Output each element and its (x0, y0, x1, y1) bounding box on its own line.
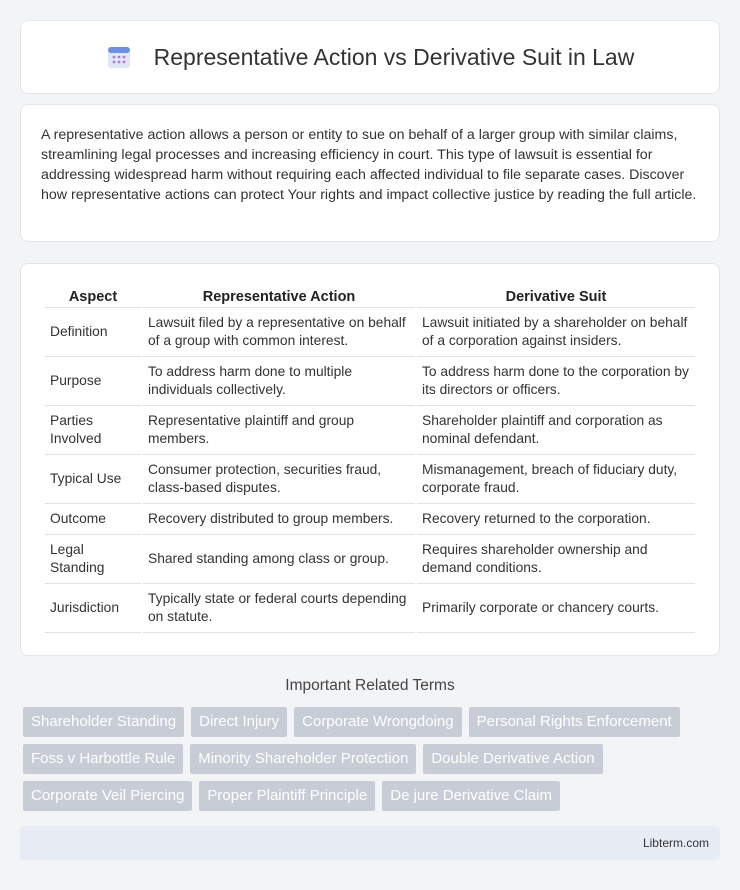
calendar-icon (106, 44, 132, 70)
table-row (45, 455, 695, 504)
related-term-tag[interactable]: Personal Rights Enforcement (469, 707, 680, 737)
table-cell: Parties Involved (45, 406, 141, 455)
table-row (45, 357, 695, 406)
related-terms-title: Important Related Terms (285, 677, 455, 694)
header-card (20, 20, 720, 94)
column-header-aspect: Aspect (45, 286, 141, 308)
related-term-tag[interactable]: Proper Plaintiff Principle (199, 781, 375, 811)
table-cell: Jurisdiction (45, 584, 141, 633)
table-cell: Definition (45, 308, 141, 357)
comparison-table-card (20, 263, 720, 656)
table-row (45, 535, 695, 584)
related-term-tag[interactable]: Direct Injury (191, 707, 287, 737)
table-cell: To address harm done to multiple individuals collectively. (143, 357, 415, 406)
table-cell: Typically state or federal courts depending on statute. (143, 584, 415, 633)
table-row (45, 308, 695, 357)
table-cell: Consumer protection, securities fraud, class-based disputes. (143, 455, 415, 504)
table-cell: Mismanagement, breach of fiduciary duty, corporate fraud. (417, 455, 695, 504)
table-cell: Lawsuit initiated by a shareholder on behalf of a corporation against insiders. (417, 308, 695, 357)
page-title: Representative Action vs Derivative Suit in Law (153, 43, 635, 70)
table-row (45, 406, 695, 455)
table-cell: Shared standing among class or group. (143, 535, 415, 584)
table-cell: Primarily corporate or chancery courts. (417, 584, 695, 633)
table-cell: Legal Standing (45, 535, 141, 584)
related-term-tag[interactable]: Foss v Harbottle Rule (23, 744, 183, 774)
table-cell: Shareholder plaintiff and corporation as nominal defendant. (417, 406, 695, 455)
comparison-table (43, 286, 697, 633)
intro-card (20, 104, 720, 242)
related-term-tag[interactable]: Corporate Veil Piercing (23, 781, 192, 811)
related-term-tag[interactable]: Minority Shareholder Protection (190, 744, 416, 774)
column-header-representative-action: Representative Action (143, 286, 415, 308)
table-row (45, 504, 695, 535)
table-cell: To address harm done to the corporation by its directors or officers. (417, 357, 695, 406)
related-terms-list (23, 707, 723, 818)
related-term-tag[interactable]: De jure Derivative Claim (382, 781, 560, 811)
related-term-tag[interactable]: Double Derivative Action (423, 744, 602, 774)
footer (20, 826, 720, 860)
table-cell: Requires shareholder ownership and demand conditions. (417, 535, 695, 584)
intro-text: A representative action allows a person or entity to sue on behalf of a larger group with similar claims, streamlining legal processes and increasing efficiency in court. This type of lawsuit is essential for addressing widespread harm without requiring each affected individual to file separate cases. Discover how representative actions can protect Your rights and impact collective justice by reading the full article. (41, 127, 697, 203)
table-cell: Representative plaintiff and group members. (143, 406, 415, 455)
footer-site-link[interactable]: Libterm.com (642, 836, 709, 850)
related-term-tag[interactable]: Shareholder Standing (23, 707, 184, 737)
table-row (45, 584, 695, 633)
table-cell: Recovery returned to the corporation. (417, 504, 695, 535)
column-header-derivative-suit: Derivative Suit (417, 286, 695, 308)
table-cell: Purpose (45, 357, 141, 406)
table-cell: Recovery distributed to group members. (143, 504, 415, 535)
table-cell: Outcome (45, 504, 141, 535)
related-term-tag[interactable]: Corporate Wrongdoing (294, 707, 461, 737)
table-cell: Lawsuit filed by a representative on behalf of a group with common interest. (143, 308, 415, 357)
table-cell: Typical Use (45, 455, 141, 504)
